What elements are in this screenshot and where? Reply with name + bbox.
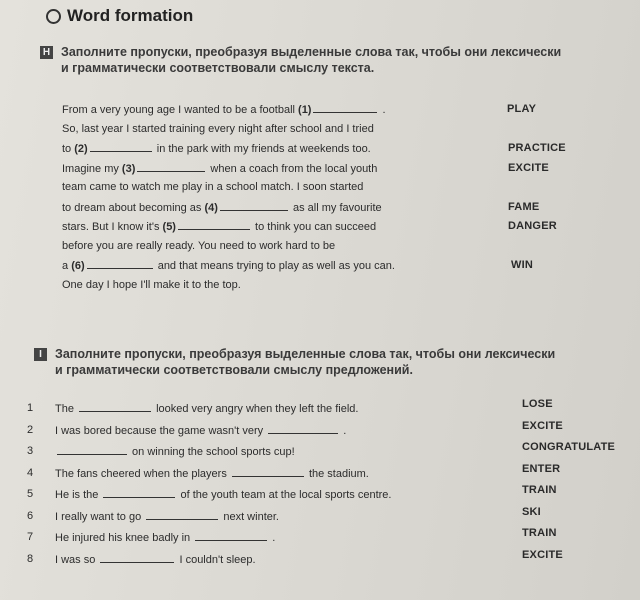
section-title — [46, 6, 193, 26]
task-h-badge: H — [40, 46, 53, 59]
sentence-number: 2 — [27, 423, 34, 436]
keyword-excite: EXCITE — [522, 548, 563, 561]
task-h-line-text: and that means trying to play as well as you can. — [154, 260, 395, 272]
keyword-train: TRAIN — [522, 484, 557, 496]
sentence-line — [55, 402, 358, 415]
task-h-line-text: to dream about becoming as — [62, 201, 205, 214]
sentence-text: I really want to go — [55, 510, 145, 523]
task-h-line-text: . — [379, 104, 386, 116]
task-h-line-text: From a very young age I wanted to be a football — [62, 104, 299, 116]
task-h-line-text: when a coach from the local youth — [207, 162, 378, 175]
sentence-text: . — [269, 532, 276, 544]
task-h-line-text: Imagine my — [62, 162, 122, 175]
task-h-line — [62, 123, 374, 135]
gap-number: (5) — [162, 221, 176, 233]
sentence-number: 4 — [27, 466, 34, 479]
sentence-text: He injured his knee badly in — [55, 532, 194, 544]
keyword-practice: PRACTICE — [508, 142, 566, 154]
answer-blank[interactable] — [195, 531, 267, 541]
answer-blank[interactable] — [178, 220, 250, 230]
keyword-win: WIN — [511, 259, 533, 271]
task-h-instruction — [61, 44, 561, 76]
keyword-train: TRAIN — [522, 527, 557, 539]
sentence-text: next winter. — [220, 510, 279, 523]
task-h-line-text: team came to watch me play in a school match. I soon started — [62, 181, 364, 193]
answer-blank[interactable] — [313, 103, 377, 113]
keyword-congratulate: CONGRATULATE — [522, 441, 616, 453]
task-h-line — [62, 201, 382, 214]
task-h-line-text: stars. But I know it's — [62, 221, 163, 233]
task-h-instruction-line1: Заполните пропуски, преобразуя выделенные слова так, чтобы они лексически — [61, 45, 562, 59]
sentence-text: I was so — [55, 553, 99, 566]
keyword-play: PLAY — [507, 103, 537, 115]
sentence-line — [55, 467, 369, 480]
answer-blank[interactable] — [90, 142, 152, 152]
sentence-text: on winning the school sports cup! — [129, 446, 295, 458]
task-h-line-text: in the park with my friends at weekends too. — [153, 143, 371, 155]
task-h-line — [62, 181, 363, 193]
sentence-text: looked very angry when they left the field. — [153, 403, 359, 415]
keyword-fame: FAME — [508, 200, 540, 213]
task-i-instruction-line1: Заполните пропуски, преобразуя выделенные слова так, чтобы они лексически — [55, 347, 556, 361]
task-i-header — [34, 346, 555, 378]
answer-blank[interactable] — [103, 488, 175, 498]
task-h-line-text: before you are really ready. You need to work hard to be — [62, 239, 336, 252]
sentence-text: He is the — [55, 489, 102, 501]
sentence-line — [55, 424, 346, 437]
task-h-line-text: to think you can succeed — [251, 221, 377, 233]
sentence-line — [55, 445, 295, 458]
circle-bullet-icon — [46, 9, 61, 24]
sentence-text: I couldn't sleep. — [176, 553, 256, 566]
answer-blank[interactable] — [57, 445, 127, 455]
keyword-lose: LOSE — [522, 398, 553, 410]
sentence-number: 7 — [27, 531, 34, 543]
keyword-excite: EXCITE — [508, 161, 549, 174]
section-title-text: Word formation — [67, 6, 194, 25]
task-h-line — [62, 103, 386, 116]
sentence-text: The fans cheered when the players — [55, 467, 230, 480]
task-h-line — [62, 220, 376, 233]
sentence-number: 8 — [27, 552, 34, 565]
sentence-number: 3 — [27, 445, 34, 457]
answer-blank[interactable] — [232, 467, 304, 477]
task-h-header — [40, 44, 561, 76]
gap-number: (3) — [121, 162, 136, 175]
sentence-line — [55, 510, 279, 523]
task-i-instruction-line2: и грамматически соответствовали смыслу предложений. — [55, 363, 413, 377]
task-i-instruction — [55, 346, 555, 378]
sentence-line — [55, 531, 275, 544]
answer-blank[interactable] — [87, 259, 153, 269]
sentence-number: 5 — [27, 488, 34, 500]
task-h-line-text: a — [62, 260, 72, 272]
keyword-ski: SKI — [522, 505, 541, 518]
answer-blank[interactable] — [137, 162, 205, 172]
task-h-line — [62, 279, 241, 291]
answer-blank[interactable] — [220, 201, 288, 211]
sentence-text: the stadium. — [305, 467, 369, 480]
task-h-line — [62, 162, 377, 175]
gap-number: (2) — [74, 143, 88, 155]
task-h-line-text: to — [62, 143, 75, 155]
gap-number: (6) — [71, 260, 85, 272]
task-h-line — [62, 259, 395, 272]
sentence-text: I was bored because the game wasn't very — [55, 424, 267, 437]
answer-blank[interactable] — [268, 424, 338, 434]
task-i-badge: I — [34, 348, 47, 361]
task-h-line-text: as all my favourite — [289, 201, 382, 214]
keyword-enter: ENTER — [522, 462, 561, 475]
sentence-number: 6 — [27, 509, 34, 522]
gap-number: (1) — [298, 104, 312, 116]
task-h-instruction-line2: и грамматически соответствовали смыслу текста. — [61, 61, 375, 75]
keyword-danger: DANGER — [508, 220, 557, 232]
sentence-text: of the youth team at the local sports centre. — [177, 489, 392, 501]
answer-blank[interactable] — [146, 510, 218, 520]
task-h-line — [62, 240, 335, 252]
task-h-line — [62, 142, 371, 155]
sentence-text: . — [340, 424, 347, 437]
sentence-line — [55, 553, 256, 566]
sentence-line — [55, 488, 391, 501]
task-h-line-text: So, last year I started training every night after school and I tried — [62, 122, 374, 135]
gap-number: (4) — [204, 201, 218, 214]
keyword-excite: EXCITE — [522, 419, 563, 432]
answer-blank[interactable] — [79, 402, 151, 412]
sentence-text: The — [55, 403, 78, 415]
answer-blank[interactable] — [100, 553, 174, 563]
sentence-number: 1 — [27, 402, 34, 414]
task-h-line-text: One day I hope I'll make it to the top. — [62, 278, 241, 291]
